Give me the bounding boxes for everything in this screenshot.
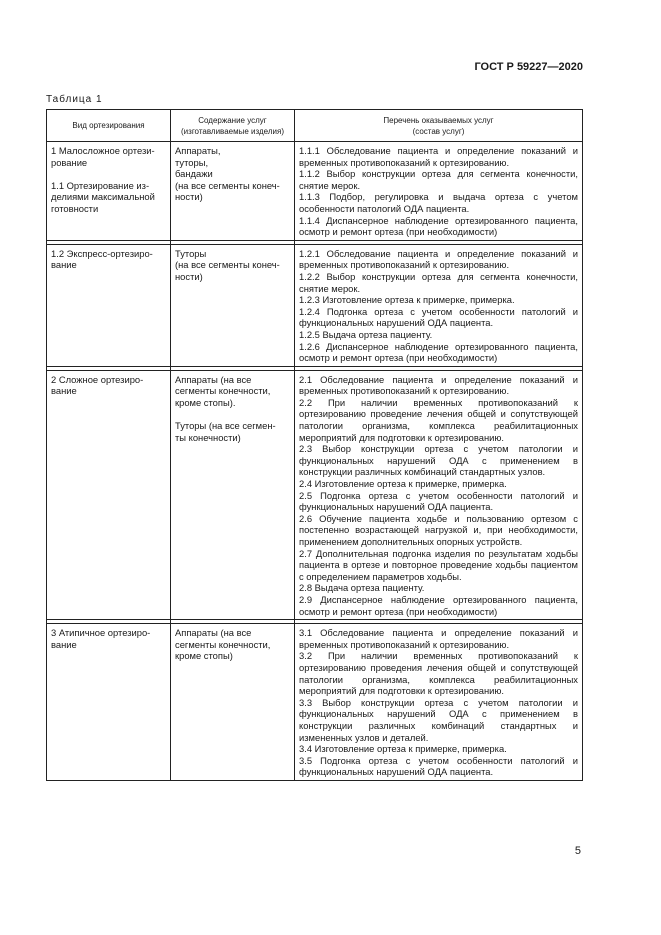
column-header-text: Вид ортезирования — [72, 121, 145, 130]
cell-line: 1.2.3 Изготовление ортеза к примерке, примерка. — [299, 294, 515, 306]
service-list-cell — [295, 624, 583, 781]
cell-line: 1.2.5 Выдача ортеза пациенту. — [299, 328, 433, 340]
cell-line: 2.1 Обследование пациента и определение показаний и временных противопоказаний к ортезированию. — [299, 373, 578, 397]
table-header-row — [47, 110, 583, 142]
cell-line: Туторы (на все сегмен- — [175, 420, 276, 432]
cell-line: 3 Атипичное ортезиро- — [51, 627, 151, 639]
cell-line: 1.1.1 Обследование пациента и определение показаний и временных противопоказаний к ортезированию. — [299, 145, 578, 168]
table-row — [47, 624, 583, 781]
cell-line: 2.7 Дополнительная подгонка изделия по результатам ходьбы пациента в ортезе и повторное проведение ходьбы пациентом с определением параметров ходьбы. — [299, 547, 578, 582]
cell-line — [175, 408, 290, 420]
cell-line: Туторы — [175, 247, 207, 259]
orthosis-type-cell — [47, 142, 171, 241]
cell-line: ности) — [175, 270, 203, 282]
page-number: 5 — [574, 845, 581, 857]
orthosis-type-cell — [47, 244, 171, 366]
cell-line: 2.4 Изготовление ортеза к примерке, примерка. — [299, 478, 507, 490]
cell-line: 2.3 Выбор конструкции ортеза с учетом патологии и функциональных нарушений ОДА с применением в конструкции различных комбинаций стандартных узлов. — [299, 443, 578, 478]
table-caption: Таблица 1 — [46, 94, 103, 105]
cell-line: вание — [51, 259, 77, 271]
cell-line: рование — [51, 156, 88, 168]
cell-line: 3.2 При наличии временных противопоказаний к ортезированию проведения лечения общей и сопутствующей патологии организма, комплекса реабилитационных мероприятий для подготовки к ортезированию. — [299, 650, 578, 697]
service-list-cell — [295, 142, 583, 241]
cell-line: 1.2.1 Обследование пациента и определение показаний и временных противопоказаний к ортезированию. — [299, 247, 578, 271]
cell-line: 2.2 При наличии временных противопоказаний к ортезированию проведение лечения общей и сопутствующей патологии организма, комплекса реабилитационных мероприятий для подготовки к ортезированию. — [299, 396, 578, 443]
document-header: ГОСТ Р 59227—2020 — [474, 61, 583, 73]
cell-line: 1.1.4 Диспансерное наблюдение ортезированного пациента, осмотр и ремонт ортеза (при необходимости) — [299, 214, 578, 238]
orthosis-type-cell — [47, 624, 171, 781]
cell-line: (на все сегменты конеч- — [175, 179, 280, 191]
cell-line: делиями максимальной — [51, 191, 155, 203]
service-content-cell — [171, 142, 295, 241]
cell-line: 1.1.2 Выбор конструкции ортеза для сегмента конечности, снятие мерок. — [299, 168, 578, 191]
cell-line: готовности — [51, 202, 99, 214]
services-table — [46, 109, 583, 781]
cell-line: 1.2.6 Диспансерное наблюдение ортезированного пациента, осмотр и ремонт ортеза (при необходимости) — [299, 340, 578, 364]
service-list-cell — [295, 370, 583, 619]
cell-line: вание — [51, 385, 77, 397]
cell-line: вание — [51, 638, 77, 650]
cell-line: 1 Малосложное ортези- — [51, 145, 155, 156]
service-content-cell — [171, 244, 295, 366]
column-header-content — [171, 110, 295, 142]
cell-line: 3.3 Выбор конструкции ортеза с учетом патологии и функциональных нарушений ОДА с применением в конструкции различных комбинаций стандартных и измененных узлов и деталей. — [299, 696, 578, 743]
table-row — [47, 244, 583, 366]
cell-line: 3.4 Изготовление ортеза к примерке, примерка. — [299, 743, 507, 755]
cell-line: 2.9 Диспансерное наблюдение ортезированного пациента, осмотр и ремонт ортеза (при необходимости) — [299, 593, 578, 617]
table-body — [47, 142, 583, 781]
cell-line: туторы, — [175, 156, 209, 168]
cell-line: 3.1 Обследование пациента и определение показаний и временных противопоказаний к ортезированию. — [299, 627, 578, 650]
cell-line: 3.5 Подгонка ортеза с учетом особенности патологий и функциональных нарушений ОДА пациента. — [299, 754, 578, 778]
cell-line: 1.2 Экспресс-ортезиро- — [51, 247, 153, 259]
cell-line: 2 Сложное ортезиро- — [51, 373, 144, 385]
cell-line: Аппараты, — [175, 145, 221, 156]
cell-line: сегменты конечности, — [175, 385, 271, 397]
cell-line: бандажи — [175, 168, 213, 180]
column-header-text: Содержание услуг (изготавливаемые изделия) — [181, 115, 284, 136]
cell-line: кроме стопы) — [175, 650, 233, 662]
service-list-cell — [295, 244, 583, 366]
cell-line: 2.8 Выдача ортеза пациенту. — [299, 582, 425, 594]
cell-line: кроме стопы). — [175, 396, 236, 408]
column-header-type — [47, 110, 171, 142]
orthosis-type-cell — [47, 370, 171, 619]
cell-line: Аппараты (на все — [175, 627, 252, 639]
cell-line: (на все сегменты конеч- — [175, 259, 280, 271]
cell-line: 1.2.2 Выбор конструкции ортеза для сегмента конечности, снятие мерок. — [299, 270, 578, 294]
cell-line: Аппараты (на все — [175, 373, 252, 385]
service-content-cell — [171, 624, 295, 781]
cell-line: ты конечности) — [175, 431, 241, 443]
column-header-text: Перечень оказываемых услуг (состав услуг) — [383, 115, 494, 136]
cell-line: 2.5 Подгонка ортеза с учетом особенности патологий и функциональных нарушений ОДА пациента. — [299, 489, 578, 513]
table-row — [47, 142, 583, 241]
cell-line: 2.6 Обучение пациента ходьбе и пользованию ортезом с постепенно возрастающей нагрузкой и, при необходимости, применением дополнительных опорных устройств. — [299, 512, 578, 547]
cell-line: 1.1.3 Подбор, регулировка и выдача ортеза с учетом особенности патологий ОДА пациента. — [299, 191, 578, 214]
cell-line — [51, 168, 166, 180]
cell-line: сегменты конечности, — [175, 638, 271, 650]
cell-line: 1.2.4 Подгонка ортеза с учетом особенности патологий и функциональных нарушений ОДА пациента. — [299, 305, 578, 329]
column-header-services — [295, 110, 583, 142]
service-content-cell — [171, 370, 295, 619]
table-row — [47, 370, 583, 619]
cell-line: 1.1 Ортезирование из- — [51, 179, 150, 191]
cell-line: ности) — [175, 191, 203, 203]
